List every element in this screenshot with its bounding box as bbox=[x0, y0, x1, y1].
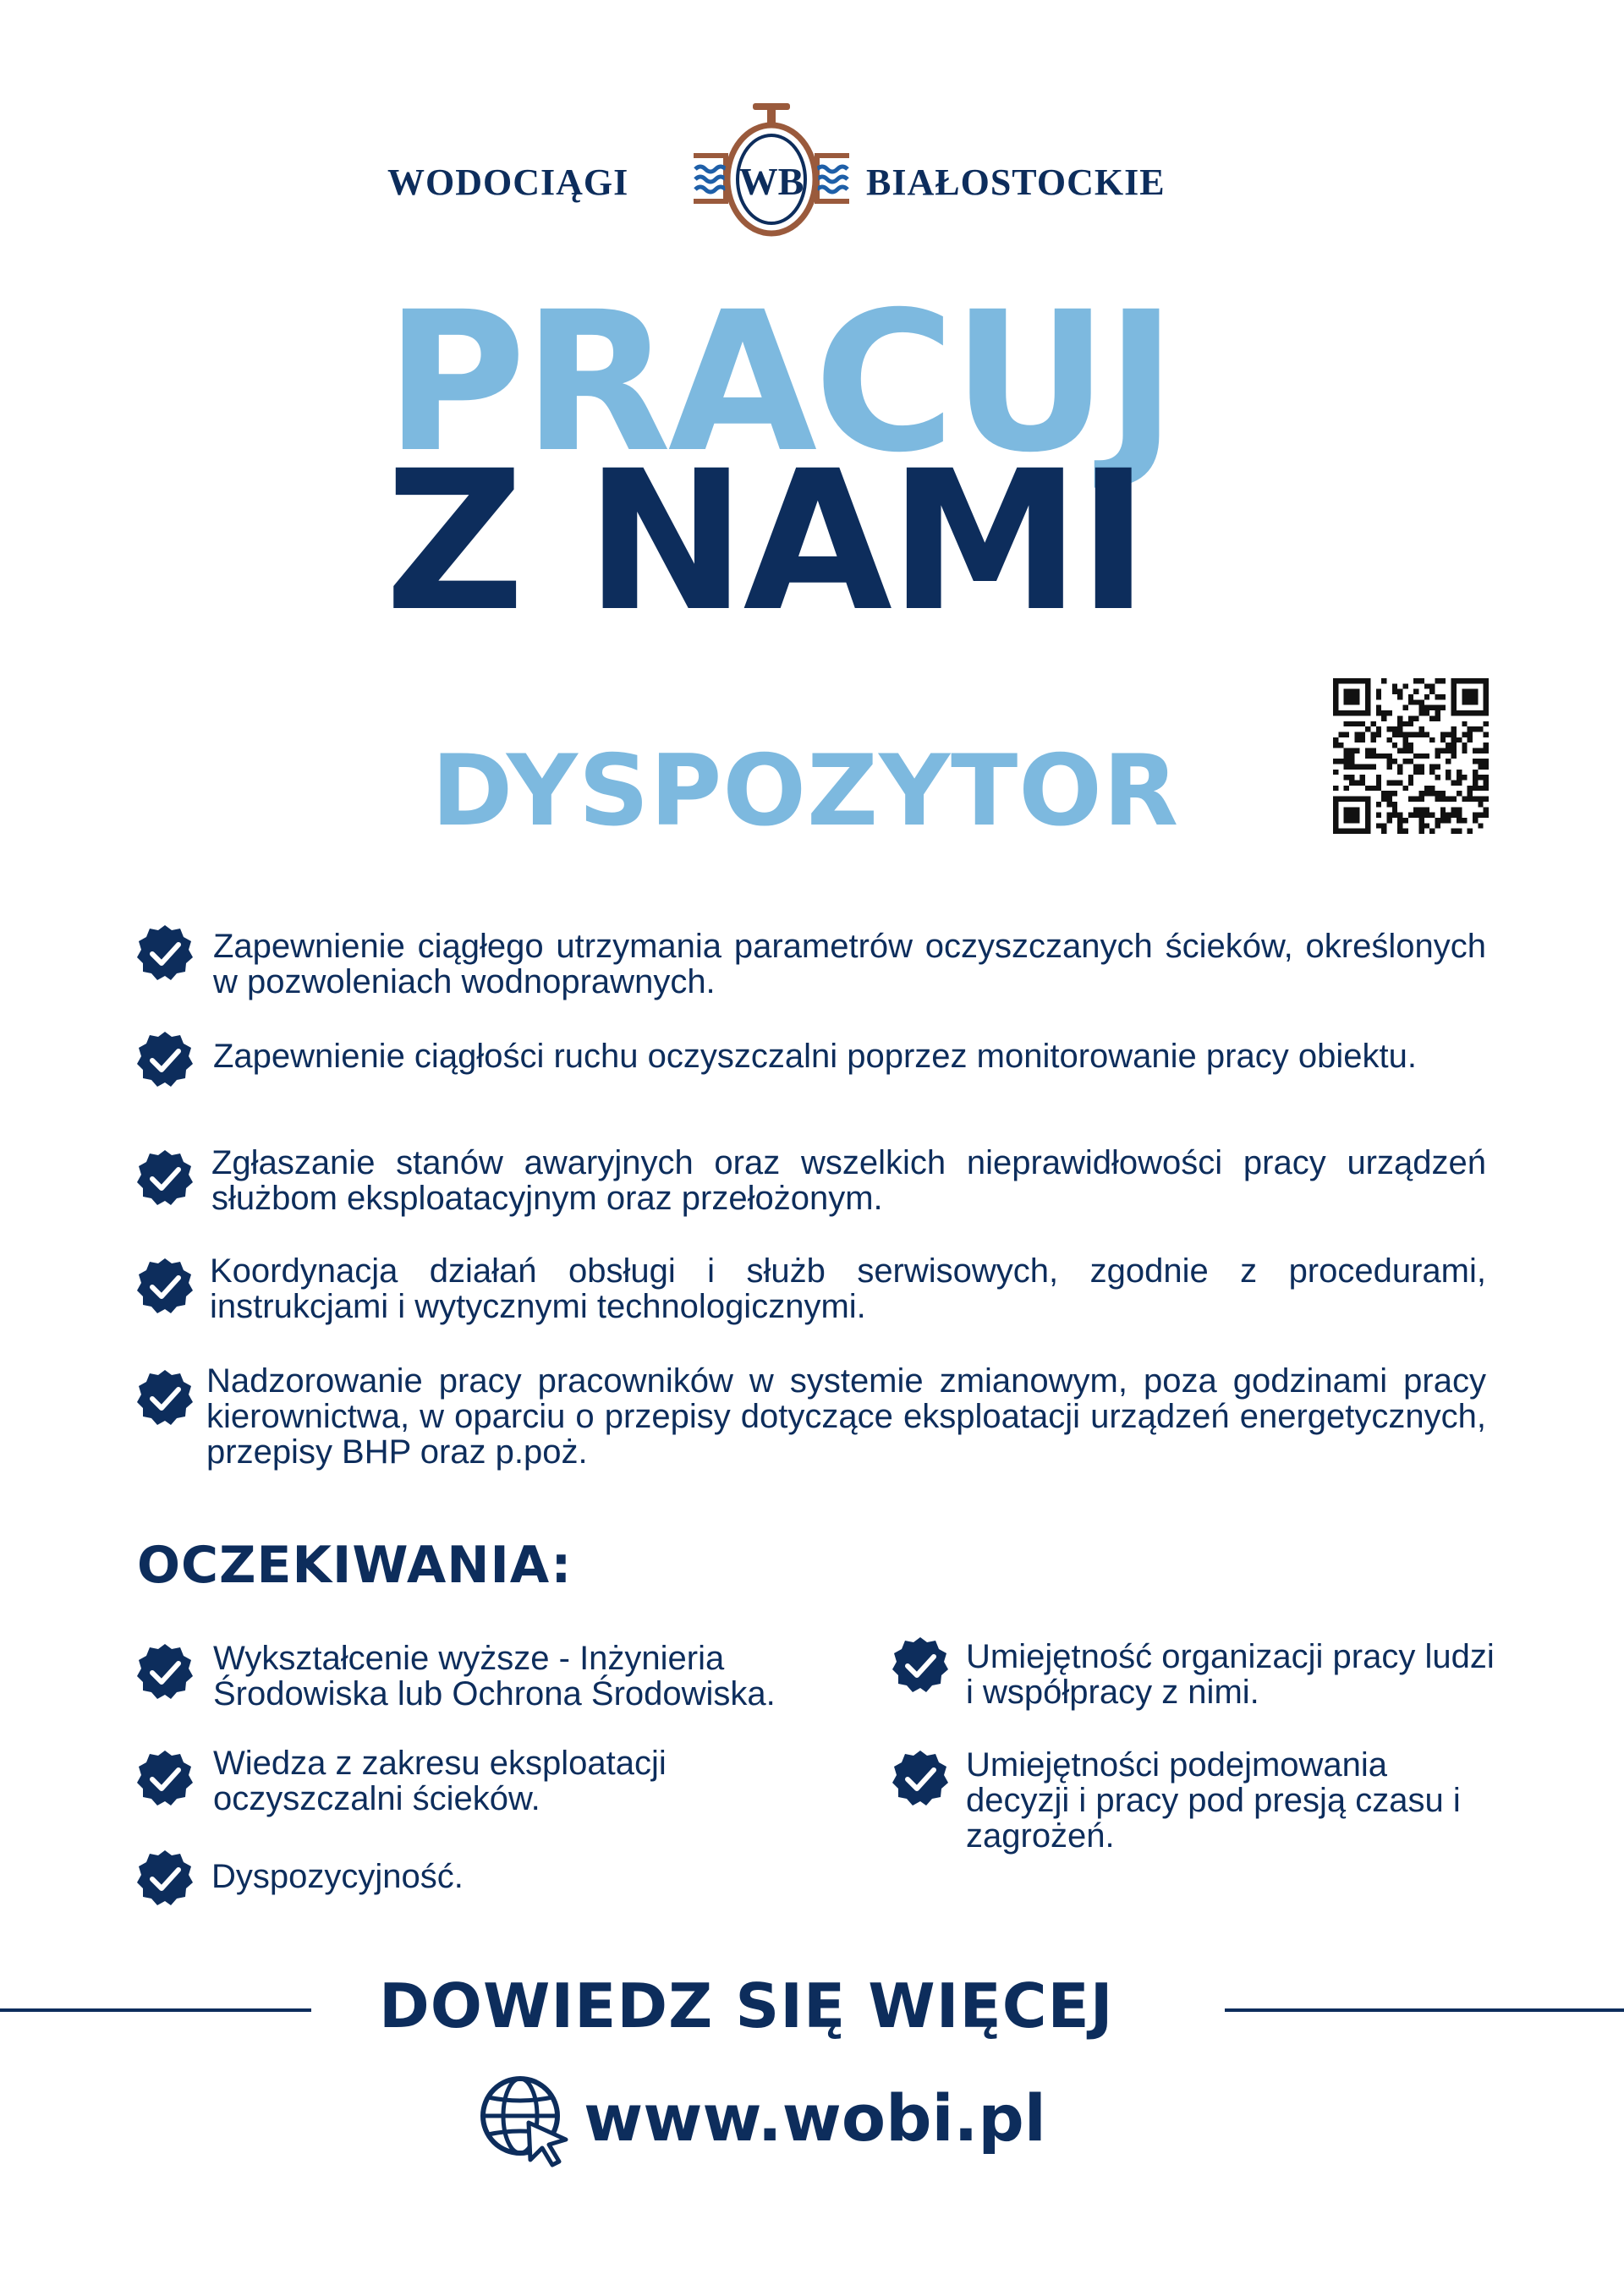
check-badge-icon bbox=[135, 1257, 195, 1316]
duty-item: Nadzorowanie pracy pracowników w systemie zmianowym, poza godzinami pracy kierownictwa, w oparciu o przepisy dotyczące eksploatacji urządzeń energetycznych, przepisy BHP oraz p.poż. bbox=[206, 1362, 1486, 1471]
check-badge-icon bbox=[135, 1849, 195, 1908]
check-badge-icon bbox=[135, 1148, 195, 1208]
website-link[interactable]: www.wobi.pl bbox=[584, 2080, 1046, 2156]
divider-left bbox=[0, 2008, 311, 2012]
check-badge-icon bbox=[891, 1636, 950, 1695]
requirement-item: Dyspozycyjność. bbox=[211, 1858, 464, 1895]
job-title: DYSPOZYTOR bbox=[431, 734, 1180, 848]
brand-name-left: WODOCIĄGI bbox=[387, 162, 629, 203]
requirement-item: Umiejętność organizacji pracy ludzi i współpracy z nimi. bbox=[966, 1638, 1495, 1711]
headline-line-2: Z NAMI bbox=[385, 429, 1146, 654]
logo-letters: WB bbox=[738, 160, 804, 203]
requirement-item: Wykształcenie wyższe - Inżynieria Środowiska lub Ochrona Środowiska. bbox=[213, 1640, 776, 1712]
check-badge-icon bbox=[135, 1642, 195, 1701]
check-badge-icon bbox=[135, 1368, 195, 1427]
check-badge-icon bbox=[135, 1030, 195, 1089]
duty-item: Koordynacja działań obsługi i służb serwisowych, zgodnie z procedurami, instrukcjami i wytycznymi technologicznymi. bbox=[210, 1252, 1486, 1325]
requirement-item: Umiejętności podejmowania decyzji i pracy pod presją czasu i zagrożeń. bbox=[966, 1746, 1461, 1855]
requirements-title: OCZEKIWANIA: bbox=[137, 1536, 573, 1595]
headline-line-1: PRACUJ bbox=[385, 270, 1174, 495]
check-badge-icon bbox=[135, 923, 195, 983]
brand-name-right: BIAŁOSTOCKIE bbox=[866, 162, 1166, 203]
duty-item: Zapewnienie ciągłego utrzymania parametrów oczyszczanych ścieków, określonych w pozwoleniach wodnoprawnych. bbox=[213, 928, 1486, 1000]
requirement-item: Wiedza z zakresu eksploatacji oczyszczalni ścieków. bbox=[213, 1745, 667, 1817]
duty-item: Zapewnienie ciągłości ruchu oczyszczalni poprzez monitorowanie pracy obiektu. bbox=[213, 1038, 1417, 1075]
company-logo-icon bbox=[692, 100, 851, 242]
divider-right bbox=[1225, 2008, 1624, 2012]
check-badge-icon bbox=[135, 1749, 195, 1808]
globe-cursor-icon bbox=[478, 2074, 573, 2168]
qr-code-icon[interactable] bbox=[1333, 678, 1489, 834]
check-badge-icon bbox=[891, 1749, 950, 1808]
learn-more-heading: DOWIEDZ SIĘ WIĘCEJ bbox=[379, 1970, 1114, 2041]
duty-item: Zgłaszanie stanów awaryjnych oraz wszelkich nieprawidłowości pracy urządzeń służbom eksploatacyjnym oraz przełożonym. bbox=[211, 1144, 1486, 1217]
